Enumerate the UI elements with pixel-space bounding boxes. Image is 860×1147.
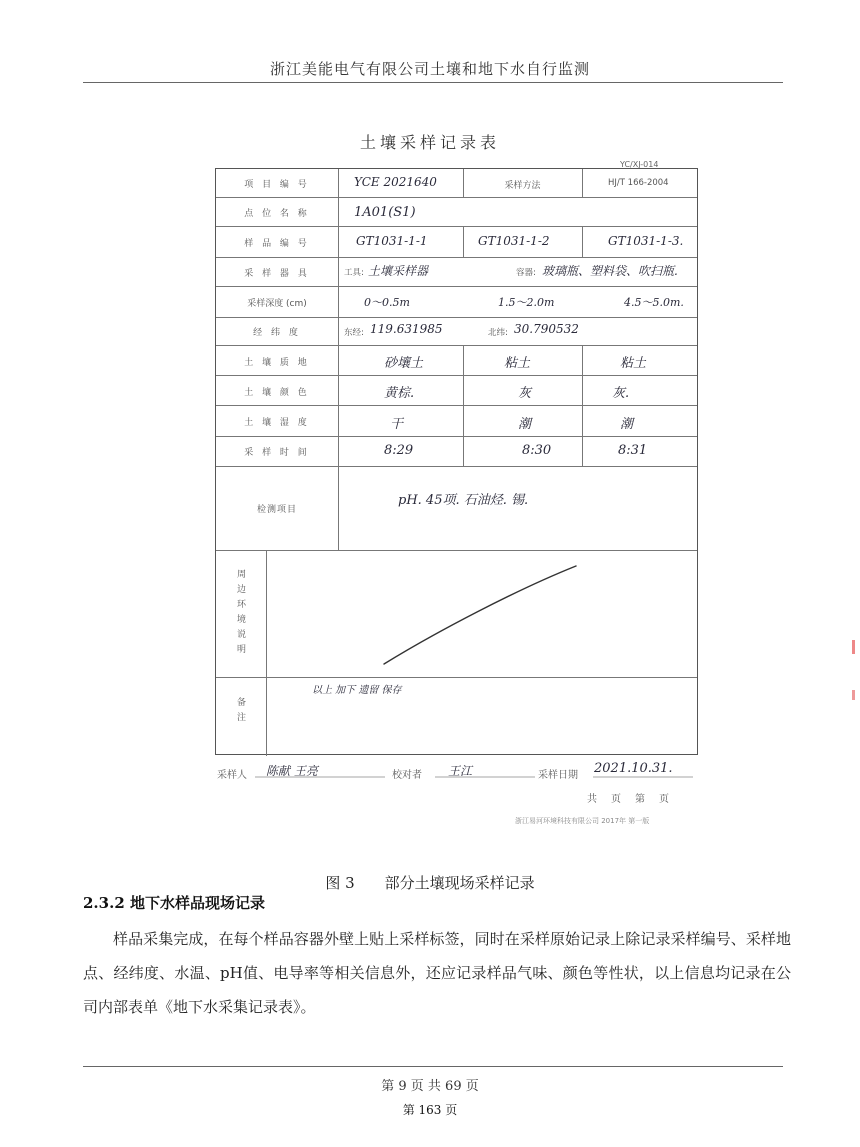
signature-underline — [215, 776, 700, 780]
value-moisture-3: 潮 — [620, 417, 634, 432]
value-depth-3: 4.5～5.0m. — [624, 296, 684, 309]
label-texture: 土 壤 质 地 — [244, 358, 310, 368]
label-date: 采样日期 — [538, 770, 578, 781]
value-texture-1: 砂壤土 — [384, 356, 424, 371]
value-depth-1: 0～0.5m — [364, 296, 410, 309]
value-items: pH. 45项. 石油烃. 锡. — [398, 493, 529, 508]
figure-caption — [0, 872, 860, 893]
label-sampler: 采样人 — [217, 770, 247, 781]
value-method-standard: HJ/T 166-2004 — [608, 178, 669, 188]
value-checker: 王江 — [448, 764, 473, 778]
value-point-name: 1A01(S1) — [354, 205, 416, 220]
figure-caption-text: 部分土壤现场采样记录 — [384, 874, 535, 892]
value-date: 2021.10.31. — [594, 761, 673, 776]
value-sampler: 陈献 王亮 — [266, 764, 318, 778]
footer-total-page: 第 163 页 — [402, 1103, 458, 1117]
value-moisture-1: 干 — [390, 417, 404, 432]
value-time-3: 8:31 — [618, 443, 648, 458]
document-header-title: 浙江美能电气有限公司土壤和地下水自行监测 — [269, 60, 590, 78]
label-items: 检测项目 — [256, 505, 297, 515]
value-north: 30.790532 — [514, 322, 579, 336]
container-prefix: 容器: — [516, 268, 536, 278]
label-sampler-tool: 采 样 器 具 — [244, 269, 310, 279]
value-time-1: 8:29 — [384, 443, 414, 458]
form-code: YC/XJ-014 — [620, 160, 659, 169]
label-color: 土 壤 颜 色 — [244, 388, 310, 398]
label-latlon: 经 纬 度 — [253, 328, 301, 338]
east-prefix: 东经: — [344, 328, 364, 338]
value-color-1: 黄棕. — [384, 386, 415, 401]
value-color-3: 灰. — [612, 386, 630, 401]
value-sample-no-3: GT1031-1-3. — [608, 234, 684, 248]
value-color-2: 灰 — [518, 386, 532, 401]
label-project-no: 项 目 编 号 — [244, 180, 310, 190]
label-sample-no: 样 品 编 号 — [244, 239, 310, 249]
edge-mark — [852, 690, 855, 700]
label-point-name: 点 位 名 称 — [244, 209, 310, 219]
value-sample-no-1: GT1031-1-1 — [356, 234, 428, 248]
edge-mark — [852, 640, 855, 654]
value-moisture-2: 潮 — [518, 417, 532, 432]
tool-prefix: 工具: — [344, 268, 364, 278]
value-sample-no-2: GT1031-1-2 — [478, 234, 550, 248]
figure-number: 图 3 — [325, 874, 355, 892]
value-depth-2: 1.5～2.0m — [498, 296, 555, 309]
label-sampling-method: 采样方法 — [504, 181, 541, 191]
form-title: 土壤采样记录表 — [359, 133, 500, 152]
footer-page-number: 第 9 页 共 69 页 — [381, 1079, 479, 1094]
section-paragraph: 样品采集完成，在每个样品容器外壁上贴上采样标签，同时在采样原始记录上除记录采样编号、采样地点、经纬度、水温、pH值、电导率等相关信息外，还应记录样品气味、颜色等性状，以上信息均记录在公司内部表单《地下水采集记录表》。 — [83, 930, 791, 1016]
value-texture-2: 粘土 — [504, 356, 531, 371]
label-surroundings: 周边环境说明 — [235, 569, 245, 659]
value-east: 119.631985 — [370, 322, 443, 336]
strike-through-line — [266, 550, 697, 677]
north-prefix: 北纬: — [488, 328, 508, 338]
label-depth: 采样深度 (cm) — [247, 299, 307, 309]
label-total-pages: 共 页 第 页 — [587, 794, 671, 805]
value-texture-3: 粘土 — [620, 356, 647, 371]
label-moisture: 土 壤 湿 度 — [244, 418, 310, 428]
value-remarks: 以上 加下 遗留 保存 — [312, 685, 402, 696]
header-divider — [83, 82, 783, 83]
label-remarks: 备注 — [235, 697, 245, 727]
label-checker: 校对者 — [392, 770, 422, 781]
soil-sampling-form — [215, 168, 698, 755]
section-heading: 2.3.2 地下水样品现场记录 — [83, 894, 265, 912]
value-time-2: 8:30 — [522, 443, 552, 458]
value-tool: 土壤采样器 — [368, 264, 429, 278]
publisher-note: 浙江易河环境科技有限公司 2017年 第一版 — [515, 817, 650, 825]
footer-divider — [83, 1066, 783, 1067]
value-project-no: YCE 2021640 — [354, 175, 437, 189]
value-container: 玻璃瓶、塑料袋、吹扫瓶. — [542, 264, 678, 278]
label-time: 采 样 时 间 — [244, 448, 310, 458]
